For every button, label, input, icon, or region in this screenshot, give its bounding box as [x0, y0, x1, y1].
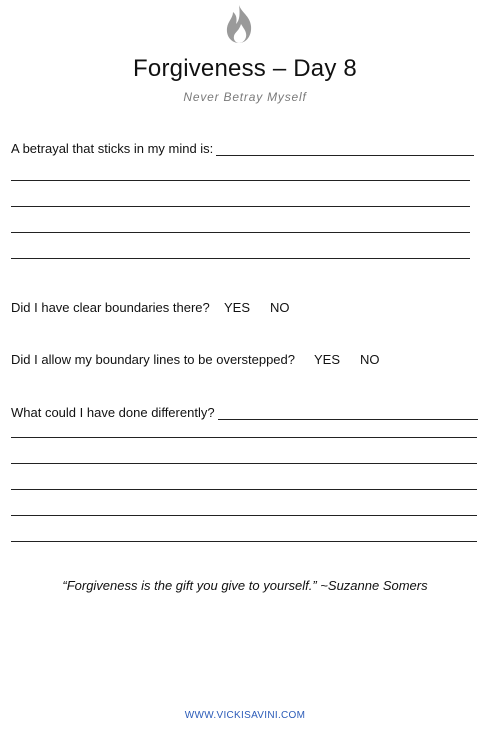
differently-answer-line[interactable] [218, 406, 478, 420]
betrayal-prompt: A betrayal that sticks in my mind is: [11, 141, 214, 156]
page-title: Forgiveness – Day 8 [133, 55, 357, 82]
answer-line[interactable] [11, 463, 477, 464]
answer-line[interactable] [11, 232, 470, 233]
boundaries-yes-option[interactable]: YES [224, 300, 251, 315]
boundaries-no-option[interactable]: NO [270, 300, 290, 315]
answer-line[interactable] [11, 258, 470, 259]
answer-line[interactable] [11, 206, 470, 207]
differently-prompt-row [11, 405, 478, 420]
betrayal-prompt-row [11, 141, 474, 156]
page-subtitle: Never Betray Myself [183, 90, 307, 104]
overstepped-yes-option[interactable]: YES [314, 352, 341, 367]
flame-icon [220, 4, 258, 44]
website-link[interactable]: WWW.VICKISAVINI.COM [184, 710, 306, 721]
answer-line[interactable] [11, 437, 477, 438]
quote: “Forgiveness is the gift you give to yourself.” ~Suzanne Somers [62, 578, 428, 593]
answer-line[interactable] [11, 180, 470, 181]
betrayal-answer-line[interactable] [216, 142, 474, 156]
answer-line[interactable] [11, 515, 477, 516]
differently-prompt: What could I have done differently? [11, 405, 215, 420]
overstepped-question: Did I allow my boundary lines to be overstepped? [11, 352, 295, 367]
answer-line[interactable] [11, 541, 477, 542]
answer-line[interactable] [11, 489, 477, 490]
overstepped-no-option[interactable]: NO [360, 352, 380, 367]
boundaries-question: Did I have clear boundaries there? [11, 300, 210, 315]
